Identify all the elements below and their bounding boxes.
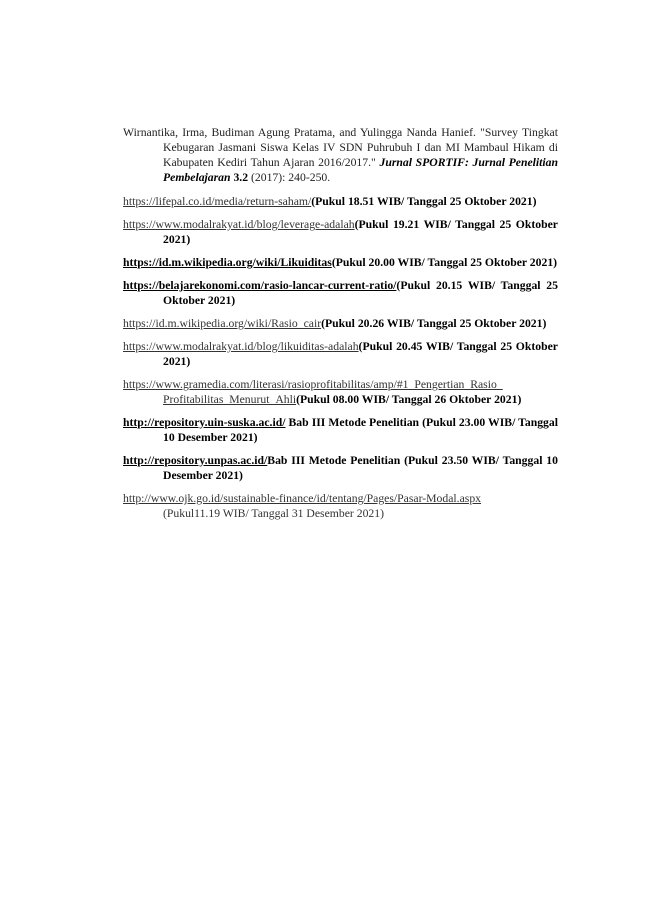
reference-link[interactable]: https://www.modalrakyat.id/blog/leverage-adalah [123,218,355,231]
reference-link[interactable]: https://www.modalrakyat.id/blog/likuiditas-adalah [123,340,359,353]
reference-access-note: Bab III Metode Penelitian (Pukul 23.00 WIB/ Tanggal 10 Desember 2021) [163,416,558,444]
reference-link[interactable]: http://repository.unpas.ac.id/ [123,454,268,467]
reference-link[interactable]: https://lifepal.co.id/media/return-saham/ [123,195,312,208]
reference-pages: (2017): 240-250. [250,171,331,184]
reference-web-wikipedia-likuiditas [123,255,558,270]
reference-web-belajarekonomi [123,278,558,308]
reference-link[interactable]: https://belajarekonomi.com/rasio-lancar-current-ratio/ [123,279,397,292]
reference-link[interactable]: http://repository.uin-suska.ac.id/ [123,416,286,429]
reference-web-gramedia [123,377,558,407]
reference-access-note: (Pukul 20.45 WIB/ Tanggal 25 Oktober 2021) [163,340,558,368]
reference-access-note: (Pukul 18.51 WIB/ Tanggal 25 Oktober 2021) [311,195,537,208]
reference-authors-title: Wirnantika, Irma, Budiman Agung Pratama, and Yulingga Nanda Hanief. "Survey Tingkat Kebugaran Jasmani Siswa Kelas IV SDN Puhrubuh I dan MI Mambaul Hikam di Kabupaten Kediri Tahun Ajaran 2016/2017." [123,126,558,169]
reference-web-modalrakyat-leverage [123,217,558,247]
reference-journal-article [123,125,558,185]
reference-web-uin-suska [123,415,558,445]
reference-list [123,125,558,529]
reference-link[interactable]: https://id.m.wikipedia.org/wiki/Likuiditas [123,256,332,269]
reference-access-note: (Pukul 20.15 WIB/ Tanggal 25 Oktober 2021) [163,279,558,307]
reference-access-note: (Pukul 20.00 WIB/ Tanggal 25 Oktober 2021) [331,256,558,269]
reference-access-note: (Pukul 19.21 WIB/ Tanggal 25 Oktober 2021) [163,218,558,246]
reference-link[interactable]: https://id.m.wikipedia.org/wiki/Rasio_cair [123,317,322,330]
reference-web-modalrakyat-likuiditas [123,339,558,369]
reference-volume: 3.2 [233,171,249,184]
reference-web-lifepal [123,194,558,209]
reference-access-note: Bab III Metode Penelitian (Pukul 23.50 WIB/ Tanggal 10 Desember 2021) [163,454,558,482]
reference-web-unpas [123,453,558,483]
reference-web-wikipedia-rasio-cair [123,316,558,331]
reference-link-line2[interactable]: Profitabilitas_Menurut_Ahli [163,393,297,406]
reference-web-ojk [123,491,558,521]
reference-access-note: (Pukul 08.00 WIB/ Tanggal 26 Oktober 2021) [296,393,522,406]
reference-link[interactable]: http://www.ojk.go.id/sustainable-finance/id/tentang/Pages/Pasar-Modal.aspx [123,492,482,505]
reference-link-line1[interactable]: https://www.gramedia.com/literasi/rasioprofitabilitas/amp/#1_Pengertian_Rasio_ [123,378,503,391]
reference-access-note: (Pukul11.19 WIB/ Tanggal 31 Desember 2021) [163,507,384,520]
reference-journal-name: Jurnal SPORTIF: Jurnal Penelitian Pembelajaran [163,156,559,184]
reference-access-note: (Pukul 20.26 WIB/ Tanggal 25 Oktober 2021) [321,317,547,330]
